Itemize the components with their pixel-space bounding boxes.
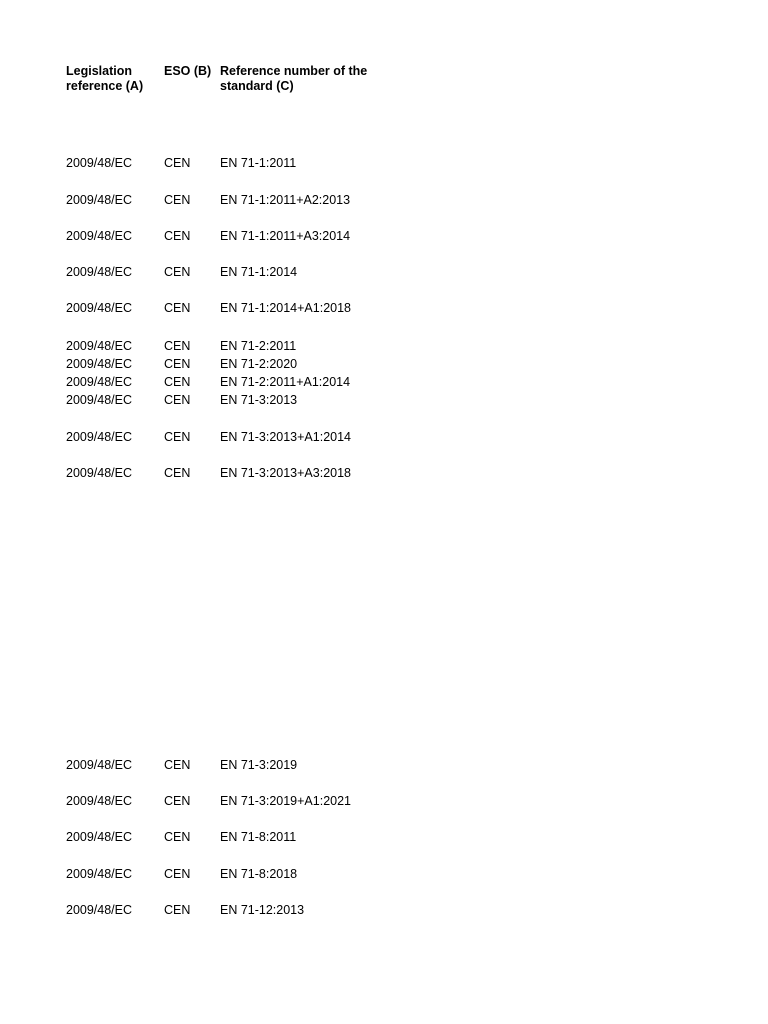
- eso-cell: CEN: [164, 830, 191, 844]
- eso-cell: CEN: [164, 430, 191, 444]
- legislation-reference-cell: 2009/48/EC: [66, 830, 133, 844]
- standard-reference-cell: EN 71-3:2019: [220, 758, 298, 772]
- legislation-reference-cell: 2009/48/EC: [66, 193, 133, 207]
- legislation-reference-cell: 2009/48/EC: [66, 156, 133, 170]
- header-legislation-reference: Legislation reference (A): [66, 64, 144, 93]
- legislation-reference-cell: 2009/48/EC: [66, 903, 133, 917]
- header-reference-number: Reference number of the standard (C): [220, 64, 368, 93]
- legislation-reference-cell: 2009/48/EC: [66, 339, 133, 353]
- legislation-reference-cell: 2009/48/EC: [66, 758, 133, 772]
- eso-cell: CEN: [164, 301, 191, 315]
- standard-reference-cell: EN 71-3:2019+A1:2021: [220, 794, 352, 808]
- legislation-reference-cell: 2009/48/EC: [66, 301, 133, 315]
- standard-reference-cell: EN 71-8:2018: [220, 867, 298, 881]
- legislation-reference-cell: 2009/48/EC: [66, 867, 133, 881]
- standard-reference-cell: EN 71-3:2013: [220, 393, 298, 407]
- eso-cell: CEN: [164, 193, 191, 207]
- eso-cell: CEN: [164, 758, 191, 772]
- eso-cell: CEN: [164, 339, 191, 353]
- legislation-reference-cell: 2009/48/EC: [66, 229, 133, 243]
- eso-cell: CEN: [164, 357, 191, 371]
- eso-cell: CEN: [164, 466, 191, 480]
- standard-reference-cell: EN 71-3:2013+A1:2014: [220, 430, 352, 444]
- legislation-reference-cell: 2009/48/EC: [66, 393, 133, 407]
- eso-cell: CEN: [164, 156, 191, 170]
- eso-cell: CEN: [164, 794, 191, 808]
- eso-cell: CEN: [164, 375, 191, 389]
- eso-cell: CEN: [164, 265, 191, 279]
- standard-reference-cell: EN 71-2:2011+A1:2014: [220, 375, 351, 389]
- legislation-reference-cell: 2009/48/EC: [66, 375, 133, 389]
- standard-reference-cell: EN 71-1:2014: [220, 265, 298, 279]
- legislation-reference-cell: 2009/48/EC: [66, 430, 133, 444]
- standard-reference-cell: EN 71-8:2011: [220, 830, 297, 844]
- standard-reference-cell: EN 71-1:2011+A3:2014: [220, 229, 351, 243]
- legislation-reference-cell: 2009/48/EC: [66, 794, 133, 808]
- eso-cell: CEN: [164, 867, 191, 881]
- standard-reference-cell: EN 71-1:2011+A2:2013: [220, 193, 351, 207]
- standard-reference-cell: EN 71-2:2020: [220, 357, 298, 371]
- legislation-reference-cell: 2009/48/EC: [66, 265, 133, 279]
- legislation-reference-cell: 2009/48/EC: [66, 466, 133, 480]
- standard-reference-cell: EN 71-2:2011: [220, 339, 297, 353]
- eso-cell: CEN: [164, 903, 191, 917]
- header-eso: ESO (B): [164, 64, 212, 78]
- standard-reference-cell: EN 71-3:2013+A3:2018: [220, 466, 352, 480]
- legislation-reference-cell: 2009/48/EC: [66, 357, 133, 371]
- standard-reference-cell: EN 71-1:2011: [220, 156, 297, 170]
- standard-reference-cell: EN 71-12:2013: [220, 903, 305, 917]
- standard-reference-cell: EN 71-1:2014+A1:2018: [220, 301, 352, 315]
- eso-cell: CEN: [164, 229, 191, 243]
- eso-cell: CEN: [164, 393, 191, 407]
